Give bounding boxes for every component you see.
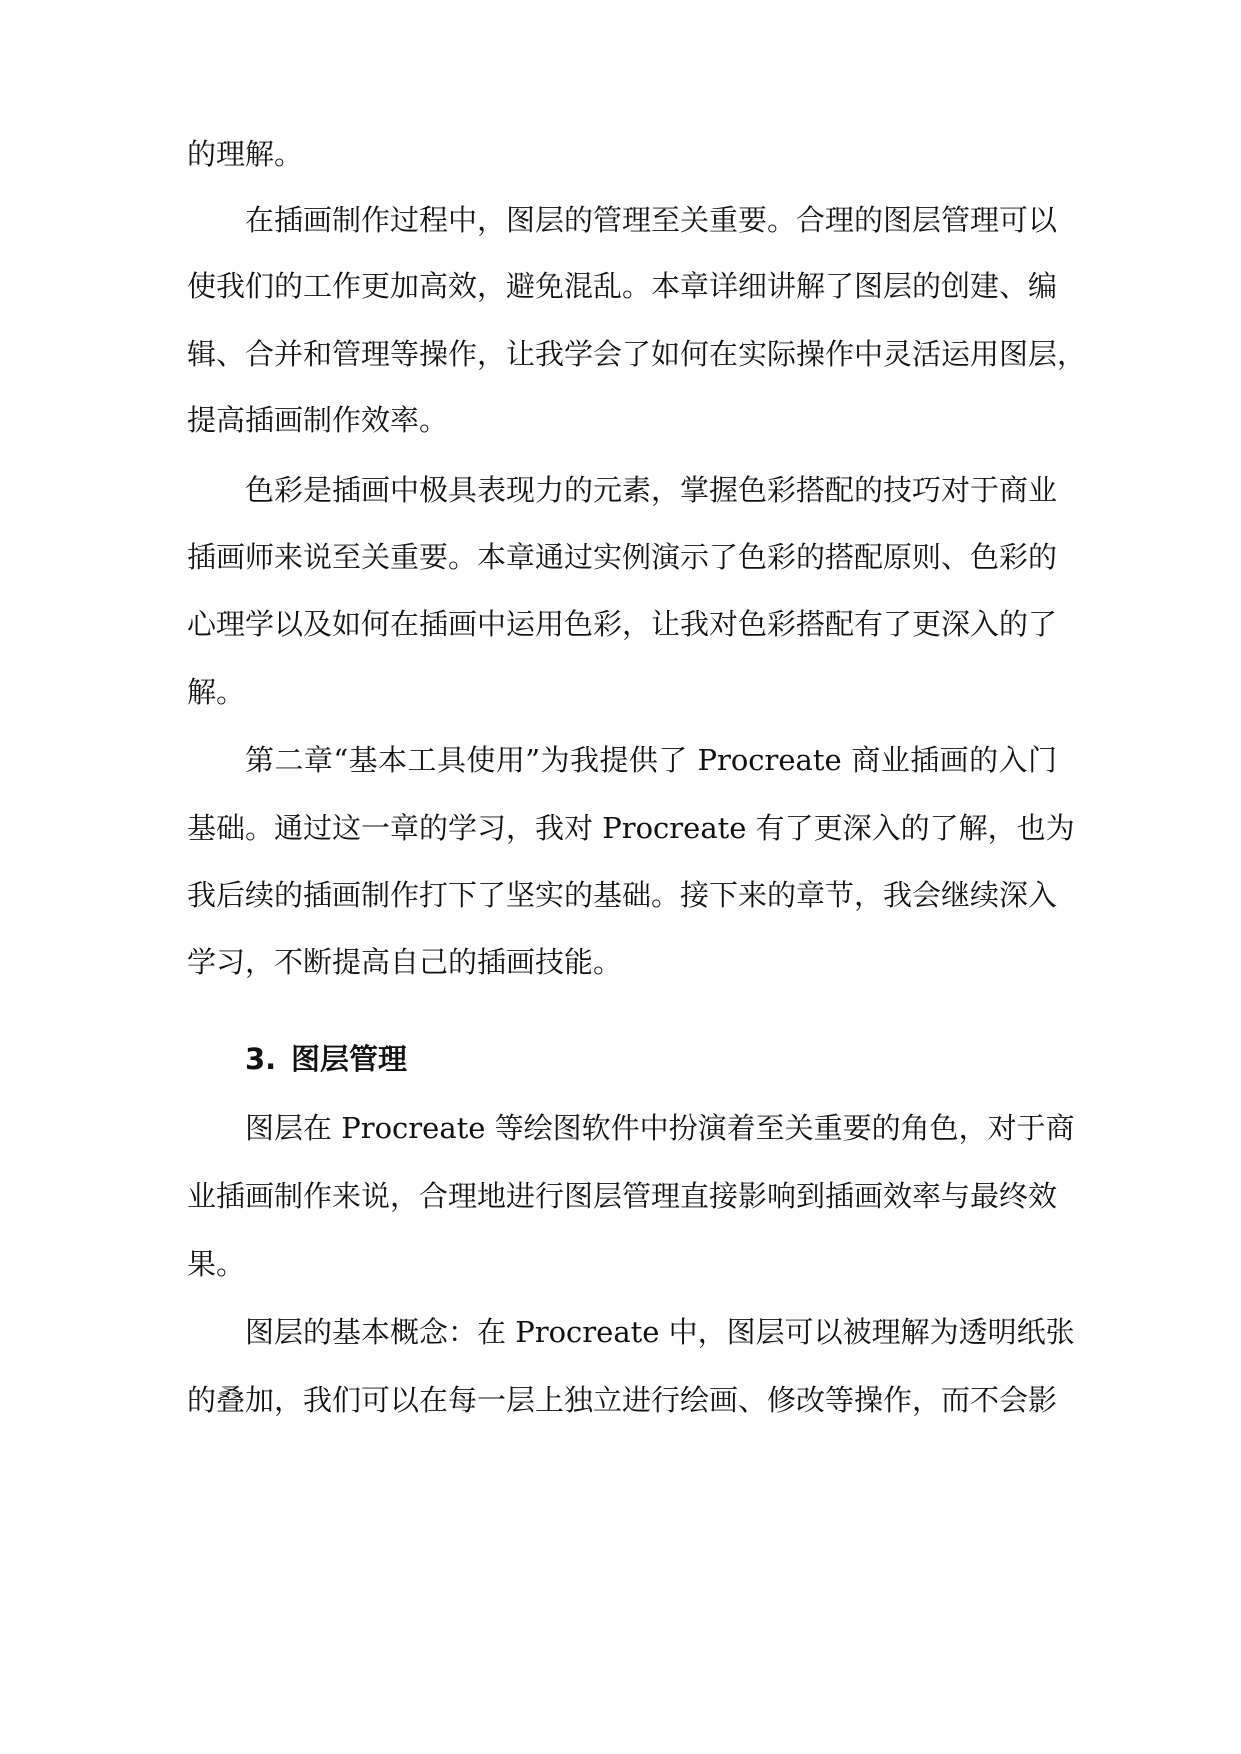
text-line: 基础。通过这一章的学习，我对 Procreate 有了更深入的了解，也为 <box>187 811 1075 845</box>
text-line: 解。 <box>187 675 246 709</box>
text-line: 学习，不断提高自己的插画技能。 <box>187 945 623 979</box>
paragraph-first-line: 第二章“基本工具使用”为我提供了 Procreate 商业插画的入门 <box>245 743 1057 777</box>
paragraph-first-line: 图层的基本概念：在 Procreate 中，图层可以被理解为透明纸张 <box>245 1315 1075 1349</box>
section-heading <box>245 1039 407 1079</box>
section-title: 图层管理 <box>291 1042 408 1076</box>
text-line: 的叠加，我们可以在每一层上独立进行绘画、修改等操作，而不会影 <box>187 1383 1058 1417</box>
text-line: 业插画制作来说，合理地进行图层管理直接影响到插画效率与最终效 <box>187 1179 1058 1213</box>
text-line: 辑、合并和管理等操作，让我学会了如何在实际操作中灵活运用图层， <box>187 337 1087 371</box>
paragraph-first-line: 色彩是插画中极具表现力的元素，掌握色彩搭配的技巧对于商业 <box>245 473 1058 507</box>
text-line: 我后续的插画制作打下了坚实的基础。接下来的章节，我会继续深入 <box>187 878 1058 912</box>
text-line: 提高插画制作效率。 <box>187 403 449 437</box>
text-line: 使我们的工作更加高效，避免混乱。本章详细讲解了图层的创建、编 <box>187 269 1058 303</box>
text-line: 果。 <box>187 1247 246 1281</box>
text-line: 的理解。 <box>187 137 304 171</box>
paragraph-first-line: 在插画制作过程中，图层的管理至关重要。合理的图层管理可以 <box>245 203 1058 237</box>
section-number: 3. <box>245 1042 277 1076</box>
text-line: 心理学以及如何在插画中运用色彩，让我对色彩搭配有了更深入的了 <box>187 607 1058 641</box>
text-line: 插画师来说至关重要。本章通过实例演示了色彩的搭配原则、色彩的 <box>187 540 1058 574</box>
paragraph-first-line: 图层在 Procreate 等绘图软件中扮演着至关重要的角色，对于商 <box>245 1111 1075 1145</box>
